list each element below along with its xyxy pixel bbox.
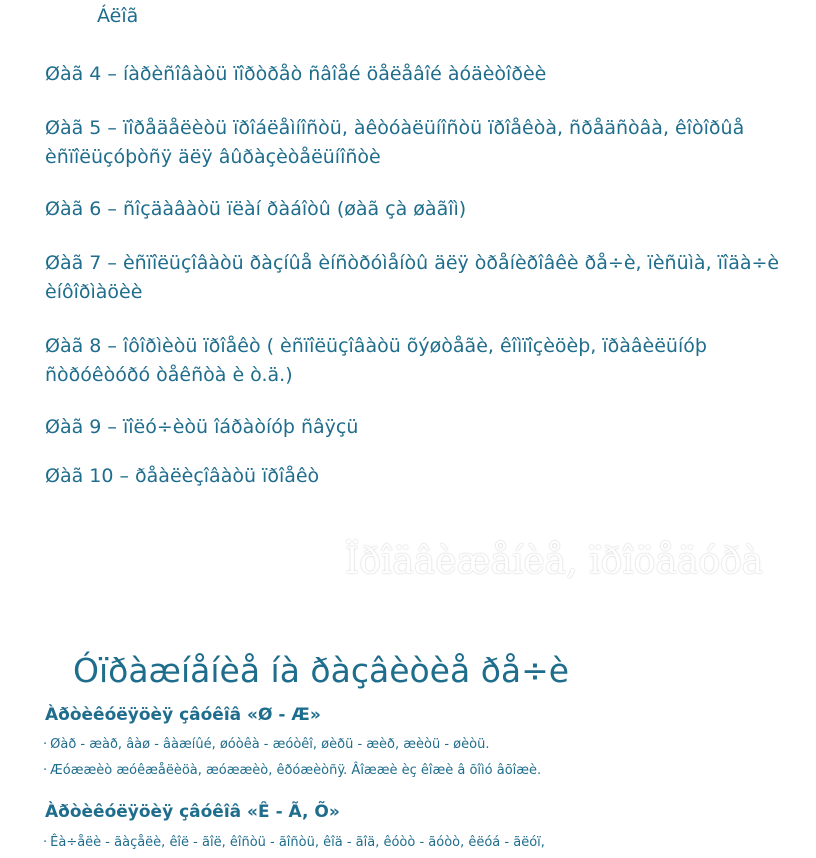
watermark-text: Ïðîäâèæåíèå, ïðîöåäóðà: [345, 541, 764, 582]
exercise-line: [43, 736, 489, 754]
exercise-line: [43, 762, 541, 780]
step-item: Øàã 9 – ïîëó÷èòü îáðàòíóþ ñâÿçü: [45, 416, 359, 438]
exercise-line-text: Øàð - æàð, âàø - âàæíûé, øóòêà - æóòêî, øèðü - æèð, æèòü - øèòü.: [50, 737, 490, 752]
step-item: Øàã 6 – ñîçäàâàòü ïëàí ðàáîòû (øàã çà øàãîì): [45, 198, 467, 220]
step-item: Øàã 7 – èñïîëüçîâàòü ðàçíûå èíñòðóìåíòû äëÿ òðåíèðîâêè ðå÷è, ïèñüìà, ïîäà÷è èíôîðìàöèè: [45, 252, 780, 303]
exercise-line-text: Êà÷åëè - ãàçåëè, êîë - ãîë, êîñòü - ãîñòü, êîä - ãîä, êóòò - ãóòò, êëóá - ãëóï,: [50, 835, 545, 850]
exercise-line-text: Æóææèò æóêæåëèöà, æóææèò, êðóæèòñÿ. Âîææè èç êîæè â õîìó âõîæè.: [50, 763, 542, 778]
section-heading: Óïðàæíåíèå íà ðàçâèòèå ðå÷è: [73, 651, 570, 690]
step-item: Øàã 4 – íàðèñîâàòü ïîðòðåò ñâîåé öåëåâîé àóäèòîðèè: [45, 63, 547, 85]
step-item: Øàã 10 – ðåàëèçîâàòü ïðîåêò: [45, 465, 320, 487]
bullet-icon: ·: [43, 835, 48, 850]
partial-title-text: Áëîã: [97, 5, 139, 27]
subsection-title: Àðòèêóëÿöèÿ çâóêîâ «Ê - Ã, Õ»: [45, 802, 340, 822]
steps-list: [45, 60, 785, 518]
subsection-title: Àðòèêóëÿöèÿ çâóêîâ «Ø - Æ»: [45, 705, 321, 725]
bullet-icon: ·: [43, 763, 48, 778]
exercise-line: [43, 834, 545, 852]
step-item: Øàã 8 – îôîðìèòü ïðîåêò ( èñïîëüçîâàòü õýøòåãè, êîìïîçèöèþ, ïðàâèëüíóþ ñòðóêòóðó òåêñòà è ò.ä.): [45, 335, 707, 386]
step-item: Øàã 5 – ïîðåäåëèòü ïðîáëåìíîñòü, àêòóàëüíîñòü ïðîåêòà, ñðåäñòâà, êîòîðûå èñïîëüçóþòñÿ äëÿ âûðàçèòåëüíîñòè: [45, 117, 745, 168]
bullet-icon: ·: [43, 737, 48, 752]
